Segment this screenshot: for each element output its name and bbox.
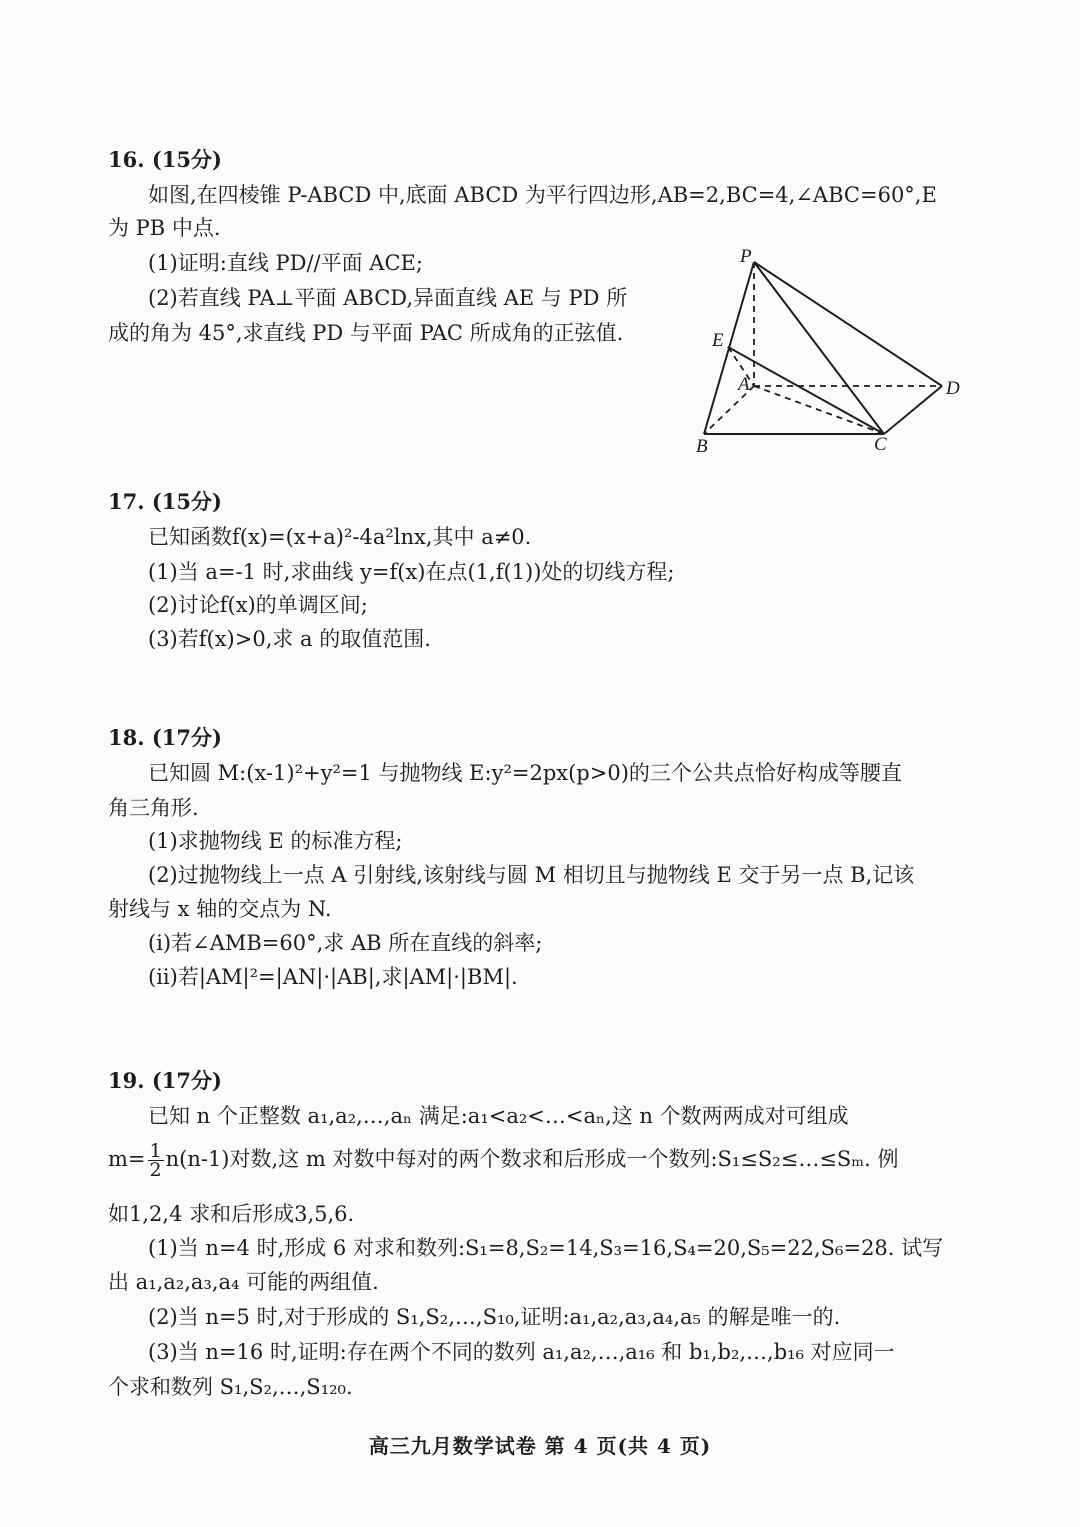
edge-cd: [884, 386, 942, 434]
q19-part3-line2: 个求和数列 S₁,S₂,…,S₁₂₀.: [108, 1375, 353, 1399]
q16-part1: (1)证明:直线 PD//平面 ACE;: [148, 251, 423, 275]
q18-header: 18. (17分): [108, 725, 222, 750]
q18-stem-line2: 角三角形.: [108, 796, 199, 820]
q19-part1-line2: 出 a₁,a₂,a₃,a₄ 可能的两组值.: [108, 1270, 379, 1294]
q18-part1: (1)求抛物线 E 的标准方程;: [148, 829, 403, 853]
label-d: D: [946, 378, 960, 399]
edge-pc: [754, 262, 884, 434]
q17-part1: (1)当 a=-1 时,求曲线 y=f(x)在点(1,f(1))处的切线方程;: [148, 560, 675, 584]
q16-part2-line1: (2)若直线 PA⊥平面 ABCD,异面直线 AE 与 PD 所: [148, 286, 628, 310]
q19-stem-line2-rest: n(n-1)对数,这 m 对数中每对的两个数求和后形成一个数列:S₁≤S₂≤…≤Sₘ. 例: [165, 1147, 899, 1171]
q17-stem: 已知函数f(x)=(x+a)²-4a²lnx,其中 a≠0.: [148, 525, 532, 549]
pyramid-figure: [688, 240, 968, 455]
q16-header: 16. (15分): [108, 147, 222, 172]
fraction-numerator: 1: [149, 1140, 162, 1162]
edge-pd: [754, 262, 942, 386]
q19-m-equals: m=: [108, 1147, 146, 1171]
q19-part3-line1: (3)当 n=16 时,证明:存在两个不同的数列 a₁,a₂,…,a₁₆ 和 b₁,b₂,…,b₁₆ 对应同一: [148, 1340, 895, 1364]
q17-part3: (3)若f(x)>0,求 a 的取值范围.: [148, 627, 431, 651]
edge-ac-hidden: [754, 386, 884, 434]
q19-header: 19. (17分): [108, 1068, 222, 1093]
q17-part2: (2)讨论f(x)的单调区间;: [148, 593, 368, 617]
q18-stem-line1: 已知圆 M:(x-1)²+y²=1 与抛物线 E:y²=2px(p>0)的三个公共点恰好构成等腰直: [148, 761, 902, 785]
q18-part2-i: (i)若∠AMB=60°,求 AB 所在直线的斜率;: [148, 931, 543, 955]
label-p: P: [740, 246, 752, 267]
q18-part2-line2: 射线与 x 轴的交点为 N.: [108, 897, 332, 921]
fraction-one-half: [148, 1142, 164, 1179]
page-footer: 高三九月数学试卷 第 4 页(共 4 页): [368, 1434, 712, 1458]
q19-stem-line1: 已知 n 个正整数 a₁,a₂,…,aₙ 满足:a₁<a₂<…<aₙ,这 n 个数两两成对可组成: [148, 1104, 849, 1128]
q19-stem-line2: [108, 1142, 899, 1179]
fraction-denominator: 2: [149, 1159, 162, 1181]
q19-part1-line1: (1)当 n=4 时,形成 6 对求和数列:S₁=8,S₂=14,S₃=16,S₄=20,S₅=22,S₆=28. 试写: [148, 1236, 944, 1260]
q18-part2-line1: (2)过抛物线上一点 A 引射线,该射线与圆 M 相切且与抛物线 E 交于另一点 B,记该: [148, 863, 915, 887]
q17-header: 17. (15分): [108, 489, 222, 514]
label-a: A: [738, 374, 750, 395]
q16-part2-line2: 成的角为 45°,求直线 PD 与平面 PAC 所成角的正弦值.: [108, 321, 624, 345]
q16-stem-line2: 为 PB 中点.: [108, 216, 221, 240]
q19-part2: (2)当 n=5 时,对于形成的 S₁,S₂,…,S₁₀,证明:a₁,a₂,a₃,a₄,a₅ 的解是唯一的.: [148, 1305, 841, 1329]
label-c: C: [874, 434, 887, 455]
label-b: B: [696, 436, 708, 455]
label-e: E: [712, 330, 724, 351]
q19-stem-line3: 如1,2,4 求和后形成3,5,6.: [108, 1202, 355, 1226]
edge-ec: [728, 347, 884, 434]
q16-stem-line1: 如图,在四棱锥 P-ABCD 中,底面 ABCD 为平行四边形,AB=2,BC=4,∠ABC=60°,E: [148, 183, 937, 207]
q18-part2-ii: (ii)若|AM|²=|AN|·|AB|,求|AM|·|BM|.: [148, 965, 518, 989]
